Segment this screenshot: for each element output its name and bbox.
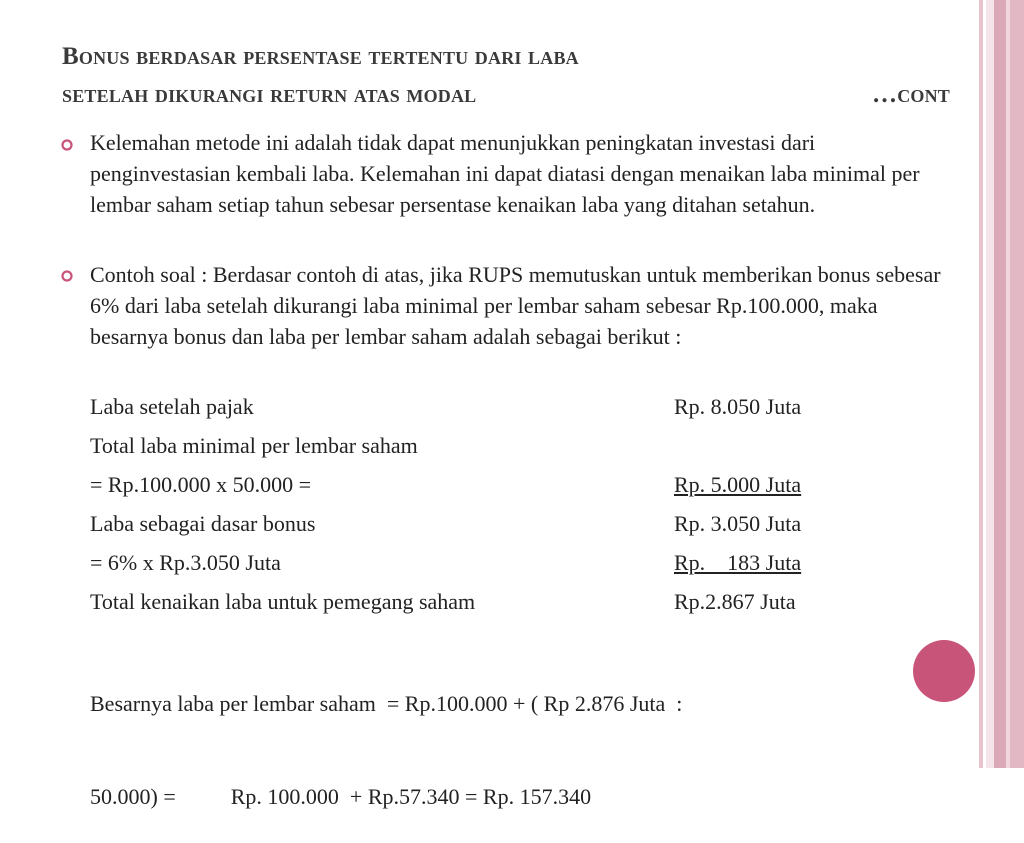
bullet-ring-icon <box>60 138 74 152</box>
calc-row-value: Rp. 3.050 Juta <box>674 511 802 536</box>
bullet-ring-icon <box>60 269 74 283</box>
calc-row <box>90 586 960 617</box>
final-calculation <box>90 626 960 843</box>
bullet-text-2: Contoh soal : Berdasar contoh di atas, jika RUPS memutuskan untuk memberikan bonus sebesar 6% dari laba setelah dikurangi laba minimal per lembar saham sebesar Rp.100.000, maka besarnya bonus dan laba per lembar saham adalah sebagai berikut : <box>90 262 941 349</box>
decor-stripe <box>979 0 983 768</box>
calc-row-value: Rp. 5.000 Juta <box>674 472 802 497</box>
slide-title <box>62 38 962 114</box>
calc-row <box>90 469 960 500</box>
calc-row-label: Laba sebagai dasar bonus <box>90 511 316 536</box>
calc-row-label: = 6% x Rp.3.050 Juta <box>90 550 281 575</box>
slide-title-cont: …cont <box>872 81 951 108</box>
calc-row-label: Total laba minimal per lembar saham <box>90 433 418 458</box>
calc-row-value: Rp.2.867 Juta <box>674 589 796 614</box>
calc-row-label: Laba setelah pajak <box>90 394 254 419</box>
calc-row-label: Total kenaikan laba untuk pemegang saham <box>90 589 476 614</box>
decor-stripe <box>1010 0 1024 768</box>
calc-row-label: = Rp.100.000 x 50.000 = <box>90 472 311 497</box>
decor-stripe <box>986 0 994 768</box>
calc-row-value: Rp. 183 Juta <box>674 550 802 575</box>
decor-circle <box>913 640 975 702</box>
decor-stripe <box>994 0 1006 768</box>
calc-row <box>90 547 960 578</box>
final-calculation-line2: 50.000) = Rp. 100.000 + Rp.57.340 = Rp. 157.340 <box>90 784 592 809</box>
slide-title-line2: setelah dikurangi return atas modal <box>62 81 477 108</box>
bullet-text-1: Kelemahan metode ini adalah tidak dapat menunjukkan peningkatan investasi dari penginvestasian kembali laba. Kelemahan ini dapat diatasi dengan menaikan laba minimal per lembar saham setiap tahun sebesar persentase kenaikan laba yang ditahan setahun. <box>90 130 920 217</box>
calc-row <box>90 391 960 422</box>
calc-row <box>90 508 960 539</box>
final-calculation-line1: Besarnya laba per lembar saham = Rp.100.000 + ( Rp 2.876 Juta : <box>90 691 683 716</box>
slide-title-line1: Bonus berdasar persentase tertentu dari laba <box>62 43 579 70</box>
calc-row-value: Rp. 8.050 Juta <box>674 394 802 419</box>
calc-row <box>90 430 960 461</box>
